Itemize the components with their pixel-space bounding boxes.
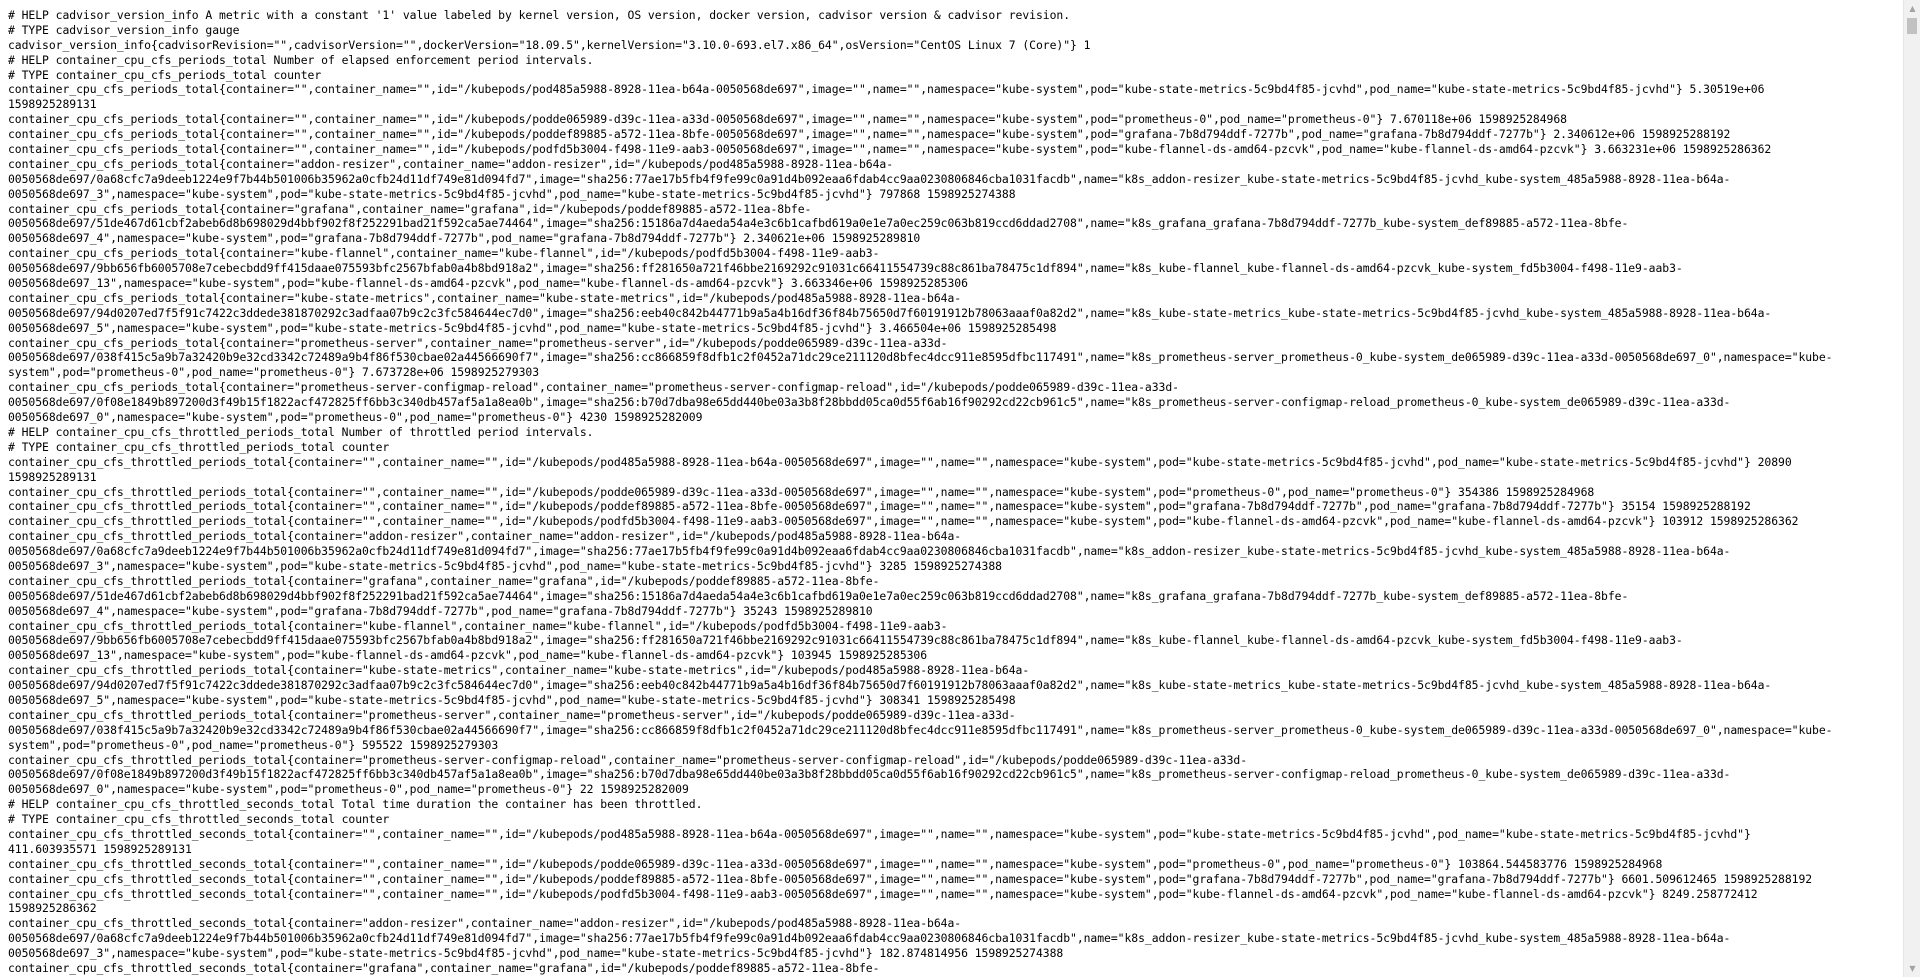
metric-text-line: 0050568de697/51de467d61cbf2abeb6d8b698029d4bbf902f8f252291bad21f592ca5ae74464",image="sha256:15186a7d4aeda54a4e3c6b1cafbd619a0e1e7a0ec259c063b819ccd6ddad2708",name="k8s_grafana_grafana-7b8d794ddf-7277b_kube-system_def89885-a572-11ea-8bfe- [8, 588, 1629, 603]
metric-text-line: 0050568de697/038f415c5a9b7a32420b9e32cd3342c72489a9b4f86f530cbae02a44566690f7",image="sha256:cc866859f8dfb1c2f0452a71dc29ce211120d8bfec4dcc911e8595dfbc117491",name="k8s_prometheus-server_prometheus-0_kube-system_de065989-d39c-11ea-a33d-0050568de697_0",namespace="kube- [8, 722, 1833, 737]
metric-text-line: container_cpu_cfs_throttled_seconds_total{container="",container_name="",id="/kubepods/pod485a5988-8928-11ea-b64a-0050568de697",image="",name="",namespace="kube-system",pod="kube-state-metrics-5c9bd4f85-jcvhd",pod_name="kube-state-metrics-5c9bd4f85-jcvhd"} [8, 826, 1751, 841]
metric-text-line: 0050568de697_5",namespace="kube-system",pod="kube-state-metrics-5c9bd4f85-jcvhd",pod_name="kube-state-metrics-5c9bd4f85-jcvhd"} 3.466504e+06 1598925285498 [8, 320, 1057, 335]
metric-text-line: container_cpu_cfs_periods_total{container="prometheus-server",container_name="prometheus-server",id="/kubepods/podde065989-d39c-11ea-a33d- [8, 335, 948, 350]
metric-text-line: cadvisor_version_info{cadvisorRevision="",cadvisorVersion="",dockerVersion="18.09.5",kernelVersion="3.10.0-693.el7.x86_64",osVersion="CentOS Linux 7 (Core)"} 1 [8, 37, 1091, 52]
metric-text-line: container_cpu_cfs_throttled_periods_total{container="grafana",container_name="grafana",id="/kubepods/poddef89885-a572-11ea-8bfe- [8, 573, 880, 588]
metric-text-line: system",pod="prometheus-0",pod_name="prometheus-0"} 595522 1598925279303 [8, 737, 499, 752]
metric-text-line: # TYPE container_cpu_cfs_periods_total counter [8, 67, 322, 82]
metric-text-line: 0050568de697/9bb656fb6005708e7cebecbdd9ff415daae075593bfc2567bfab0a4b8bd918a2",image="sha256:ff281650a721f46bbe2169292c91031c66411554739c88c861ba78475c1df894",name="k8s_kube-flannel_kube-flannel-ds-amd64-pzcvk_kube-system_fd5b3004-f498-11e9-aab3- [8, 633, 1683, 648]
metric-text-line: container_cpu_cfs_throttled_periods_total{container="addon-resizer",container_name="addon-resizer",id="/kubepods/pod485a5988-8928-11ea-b64a- [8, 529, 962, 544]
metric-text-line: 0050568de697_3",namespace="kube-system",pod="kube-state-metrics-5c9bd4f85-jcvhd",pod_name="kube-state-metrics-5c9bd4f85-jcvhd"} 3285 1598925274388 [8, 558, 1002, 573]
metric-text-line: container_cpu_cfs_throttled_periods_total{container="",container_name="",id="/kubepods/podfd5b3004-f498-11e9-aab3-0050568de697",image="",name="",namespace="kube-system",pod="kube-flannel-ds-amd64-pzcvk",pod_name="kube-flannel-ds-amd64-pzcvk"} 103912 1598925286362 [8, 514, 1799, 529]
metric-text-line: container_cpu_cfs_periods_total{container="addon-resizer",container_name="addon-resizer",id="/kubepods/pod485a5988-8928-11ea-b64a- [8, 156, 894, 171]
metric-text-line: # HELP cadvisor_version_info A metric with a constant '1' value labeled by kernel version, OS version, docker version, cadvisor version & cadvisor revision. [8, 8, 1071, 22]
metric-text-line: container_cpu_cfs_throttled_seconds_total{container="",container_name="",id="/kubepods/poddef89885-a572-11ea-8bfe-0050568de697",image="",name="",namespace="kube-system",pod="grafana-7b8d794ddf-7277b",pod_name="grafana-7b8d794ddf-7277b"} 6601.509612465 1598925288192 [8, 871, 1813, 886]
metric-text-line: # HELP container_cpu_cfs_throttled_seconds_total Total time duration the container has been throttled. [8, 797, 703, 812]
metric-text-line: container_cpu_cfs_throttled_seconds_total{container="grafana",container_name="grafana",id="/kubepods/poddef89885-a572-11ea-8bfe- [8, 961, 880, 975]
metric-text-line: 1598925286362 [8, 901, 97, 916]
metric-text-line: 0050568de697/0a68cfc7a9deeb1224e9f7b44b501006b35962a0cfb24d11df749e81d094fd7",image="sha256:77ae17b5fb4f9fe99c0a91d4b092eaa6fdab4cc9aa0230806846cba1031facdb",name="k8s_addon-resizer_kube-state-metrics-5c9bd4f85-jcvhd_kube-system_485a5988-8928-11ea-b64a- [8, 544, 1731, 559]
metric-text-line: 0050568de697_3",namespace="kube-system",pod="kube-state-metrics-5c9bd4f85-jcvhd",pod_name="kube-state-metrics-5c9bd4f85-jcvhd"} 797868 1598925274388 [8, 186, 1016, 201]
metric-text-line: container_cpu_cfs_throttled_periods_total{container="",container_name="",id="/kubepods/pod485a5988-8928-11ea-b64a-0050568de697",image="",name="",namespace="kube-system",pod="kube-state-metrics-5c9bd4f85-jcvhd",pod_name="kube-state-metrics-5c9bd4f85-jcvhd"} 20890 [8, 454, 1792, 469]
scroll-down-arrow-icon[interactable]: ▼ [1909, 964, 1916, 973]
metric-text-line: container_cpu_cfs_periods_total{container="",container_name="",id="/kubepods/pod485a5988-8928-11ea-b64a-0050568de697",image="",name="",namespace="kube-system",pod="kube-state-metrics-5c9bd4f85-jcvhd",pod_name="kube-state-metrics-5c9bd4f85-jcvhd"} 5.30519e+06 [8, 82, 1765, 97]
metric-text-line: container_cpu_cfs_throttled_periods_total{container="",container_name="",id="/kubepods/poddef89885-a572-11ea-8bfe-0050568de697",image="",name="",namespace="kube-system",pod="grafana-7b8d794ddf-7277b",pod_name="grafana-7b8d794ddf-7277b"} 35154 1598925288192 [8, 499, 1751, 514]
metric-text-line: # TYPE container_cpu_cfs_throttled_periods_total counter [8, 439, 390, 454]
metric-text-line: 0050568de697/038f415c5a9b7a32420b9e32cd3342c72489a9b4f86f530cbae02a44566690f7",image="sha256:cc866859f8dfb1c2f0452a71dc29ce211120d8bfec4dcc911e8595dfbc117491",name="k8s_prometheus-server_prometheus-0_kube-system_de065989-d39c-11ea-a33d-0050568de697_0",namespace="kube- [8, 350, 1833, 365]
metric-text-line: 1598925289131 [8, 97, 97, 112]
metric-text-line: 0050568de697/0a68cfc7a9deeb1224e9f7b44b501006b35962a0cfb24d11df749e81d094fd7",image="sha256:77ae17b5fb4f9fe99c0a91d4b092eaa6fdab4cc9aa0230806846cba1031facdb",name="k8s_addon-resizer_kube-state-metrics-5c9bd4f85-jcvhd_kube-system_485a5988-8928-11ea-b64a- [8, 931, 1731, 946]
metric-text-line: container_cpu_cfs_periods_total{container="",container_name="",id="/kubepods/poddef89885-a572-11ea-8bfe-0050568de697",image="",name="",namespace="kube-system",pod="grafana-7b8d794ddf-7277b",pod_name="grafana-7b8d794ddf-7277b"} 2.340612e+06 1598925288192 [8, 127, 1731, 142]
metric-text-line: # HELP container_cpu_cfs_periods_total Number of elapsed enforcement period intervals. [8, 52, 594, 67]
metric-text-line: container_cpu_cfs_throttled_periods_total{container="prometheus-server-configmap-reload",container_name="prometheus-server-configmap-reload",id="/kubepods/podde065989-d39c-11ea-a33d- [8, 752, 1248, 767]
metric-text-line: container_cpu_cfs_periods_total{container="kube-state-metrics",container_name="kube-state-metrics",id="/kubepods/pod485a5988-8928-11ea-b64a- [8, 290, 962, 305]
metric-text-line: container_cpu_cfs_periods_total{container="kube-flannel",container_name="kube-flannel",id="/kubepods/podfd5b3004-f498-11e9-aab3- [8, 246, 880, 261]
metric-text-line: container_cpu_cfs_periods_total{container="",container_name="",id="/kubepods/podfd5b3004-f498-11e9-aab3-0050568de697",image="",name="",namespace="kube-system",pod="kube-flannel-ds-amd64-pzcvk",pod_name="kube-flannel-ds-amd64-pzcvk"} 3.663231e+06 1598925286362 [8, 142, 1772, 157]
metric-text-line: container_cpu_cfs_periods_total{container="",container_name="",id="/kubepods/podde065989-d39c-11ea-a33d-0050568de697",image="",name="",namespace="kube-system",pod="prometheus-0",pod_name="prometheus-0"} 7.670118e+06 1598925284968 [8, 112, 1567, 127]
vertical-scrollbar[interactable] [1903, 0, 1920, 977]
metric-text-line: 0050568de697/0f08e1849b897200d3f49b15f1822acf472825ff6bb3c340db457af5a1a8ea0b",image="sha256:b70d7dba98e65dd440be03a3b8f28bbdd05ca0d55f6ab16f90292cd22cb961c5",name="k8s_prometheus-server-configmap-reload_prometheus-0_kube-system_de065989-d39c-11ea-a33d- [8, 767, 1731, 782]
metric-text-line: 0050568de697_0",namespace="kube-system",pod="prometheus-0",pod_name="prometheus-0"} 4230 1598925282009 [8, 410, 703, 425]
metric-text-line: container_cpu_cfs_throttled_periods_total{container="kube-flannel",container_name="kube-flannel",id="/kubepods/podfd5b3004-f498-11e9-aab3- [8, 618, 948, 633]
metric-text-line: 0050568de697_4",namespace="kube-system",pod="grafana-7b8d794ddf-7277b",pod_name="grafana-7b8d794ddf-7277b"} 35243 1598925289810 [8, 603, 873, 618]
metric-text-line: container_cpu_cfs_throttled_seconds_total{container="addon-resizer",container_name="addon-resizer",id="/kubepods/pod485a5988-8928-11ea-b64a- [8, 916, 962, 931]
metric-text-line: 0050568de697/0a68cfc7a9deeb1224e9f7b44b501006b35962a0cfb24d11df749e81d094fd7",image="sha256:77ae17b5fb4f9fe99c0a91d4b092eaa6fdab4cc9aa0230806846cba1031facdb",name="k8s_addon-resizer_kube-state-metrics-5c9bd4f85-jcvhd_kube-system_485a5988-8928-11ea-b64a- [8, 171, 1731, 186]
metric-text-line: container_cpu_cfs_throttled_periods_total{container="",container_name="",id="/kubepods/podde065989-d39c-11ea-a33d-0050568de697",image="",name="",namespace="kube-system",pod="prometheus-0",pod_name="prometheus-0"} 354386 1598925284968 [8, 484, 1595, 499]
metric-text-line: 0050568de697_4",namespace="kube-system",pod="grafana-7b8d794ddf-7277b",pod_name="grafana-7b8d794ddf-7277b"} 2.340621e+06 1598925289810 [8, 231, 921, 246]
metric-text-line: 0050568de697/9bb656fb6005708e7cebecbdd9ff415daae075593bfc2567bfab0a4b8bd918a2",image="sha256:ff281650a721f46bbe2169292c91031c66411554739c88c861ba78475c1df894",name="k8s_kube-flannel_kube-flannel-ds-amd64-pzcvk_kube-system_fd5b3004-f498-11e9-aab3- [8, 261, 1683, 276]
metric-text-line: 0050568de697/0f08e1849b897200d3f49b15f1822acf472825ff6bb3c340db457af5a1a8ea0b",image="sha256:b70d7dba98e65dd440be03a3b8f28bbdd05ca0d55f6ab16f90292cd22cb961c5",name="k8s_prometheus-server-configmap-reload_prometheus-0_kube-system_de065989-d39c-11ea-a33d- [8, 395, 1731, 410]
metric-text-line: 1598925289131 [8, 469, 97, 484]
metric-text-line: 0050568de697_0",namespace="kube-system",pod="prometheus-0",pod_name="prometheus-0"} 22 1598925282009 [8, 782, 689, 797]
metric-text-line: system",pod="prometheus-0",pod_name="prometheus-0"} 7.673728e+06 1598925279303 [8, 365, 540, 380]
metric-text-line: 0050568de697/94d0207ed7f5f91c7422c3ddede381870292c3adfaa07b9c2c3fc584644ec7d0",image="sha256:eeb40c842b44771b9a5a4b16df36f84b75650d7f60191912b78063aaaf0a82d2",name="k8s_kube-state-metrics_kube-state-metrics-5c9bd4f85-jcvhd_kube-system_485a5988-8928-11ea-b64a- [8, 305, 1772, 320]
metric-text-line: 0050568de697_5",namespace="kube-system",pod="kube-state-metrics-5c9bd4f85-jcvhd",pod_name="kube-state-metrics-5c9bd4f85-jcvhd"} 308341 1598925285498 [8, 692, 1016, 707]
metric-text-line: 0050568de697_3",namespace="kube-system",pod="kube-state-metrics-5c9bd4f85-jcvhd",pod_name="kube-state-metrics-5c9bd4f85-jcvhd"} 182.874814956 1598925274388 [8, 946, 1064, 961]
metric-text-line: 0050568de697/94d0207ed7f5f91c7422c3ddede381870292c3adfaa07b9c2c3fc584644ec7d0",image="sha256:eeb40c842b44771b9a5a4b16df36f84b75650d7f60191912b78063aaaf0a82d2",name="k8s_kube-state-metrics_kube-state-metrics-5c9bd4f85-jcvhd_kube-system_485a5988-8928-11ea-b64a- [8, 678, 1772, 693]
metric-text-line: 411.603935571 1598925289131 [8, 841, 192, 856]
metric-text-line: 0050568de697/51de467d61cbf2abeb6d8b698029d4bbf902f8f252291bad21f592ca5ae74464",image="sha256:15186a7d4aeda54a4e3c6b1cafbd619a0e1e7a0ec259c063b819ccd6ddad2708",name="k8s_grafana_grafana-7b8d794ddf-7277b_kube-system_def89885-a572-11ea-8bfe- [8, 216, 1629, 231]
metric-text-line: container_cpu_cfs_periods_total{container="prometheus-server-configmap-reload",container_name="prometheus-server-configmap-reload",id="/kubepods/podde065989-d39c-11ea-a33d- [8, 380, 1179, 395]
metric-text-line: # TYPE cadvisor_version_info gauge [8, 22, 240, 37]
metric-text-line: # TYPE container_cpu_cfs_throttled_seconds_total counter [8, 812, 390, 827]
metric-text-line: container_cpu_cfs_periods_total{container="grafana",container_name="grafana",id="/kubepods/poddef89885-a572-11ea-8bfe- [8, 201, 812, 216]
scrollbar-thumb[interactable] [1907, 18, 1917, 34]
metric-text-line: 0050568de697_13",namespace="kube-system",pod="kube-flannel-ds-amd64-pzcvk",pod_name="kube-flannel-ds-amd64-pzcvk"} 103945 1598925285306 [8, 648, 928, 663]
metric-text-line: container_cpu_cfs_throttled_seconds_total{container="",container_name="",id="/kubepods/podde065989-d39c-11ea-a33d-0050568de697",image="",name="",namespace="kube-system",pod="prometheus-0",pod_name="prometheus-0"} 103864.544583776 1598925284968 [8, 856, 1663, 871]
scroll-up-arrow-icon[interactable]: ▲ [1909, 4, 1916, 13]
metric-text-line: container_cpu_cfs_throttled_periods_total{container="prometheus-server",container_name="prometheus-server",id="/kubepods/podde065989-d39c-11ea-a33d- [8, 707, 1016, 722]
metric-text-line: # HELP container_cpu_cfs_throttled_periods_total Number of throttled period intervals. [8, 424, 594, 439]
metric-text-line: container_cpu_cfs_throttled_seconds_total{container="",container_name="",id="/kubepods/podfd5b3004-f498-11e9-aab3-0050568de697",image="",name="",namespace="kube-system",pod="kube-flannel-ds-amd64-pzcvk",pod_name="kube-flannel-ds-amd64-pzcvk"} 8249.258772412 [8, 886, 1758, 901]
metric-text-line: 0050568de697_13",namespace="kube-system",pod="kube-flannel-ds-amd64-pzcvk",pod_name="kube-flannel-ds-amd64-pzcvk"} 3.663346e+06 1598925285306 [8, 276, 968, 291]
metric-text-line: container_cpu_cfs_throttled_periods_total{container="kube-state-metrics",container_name="kube-state-metrics",id="/kubepods/pod485a5988-8928-11ea-b64a- [8, 663, 1030, 678]
